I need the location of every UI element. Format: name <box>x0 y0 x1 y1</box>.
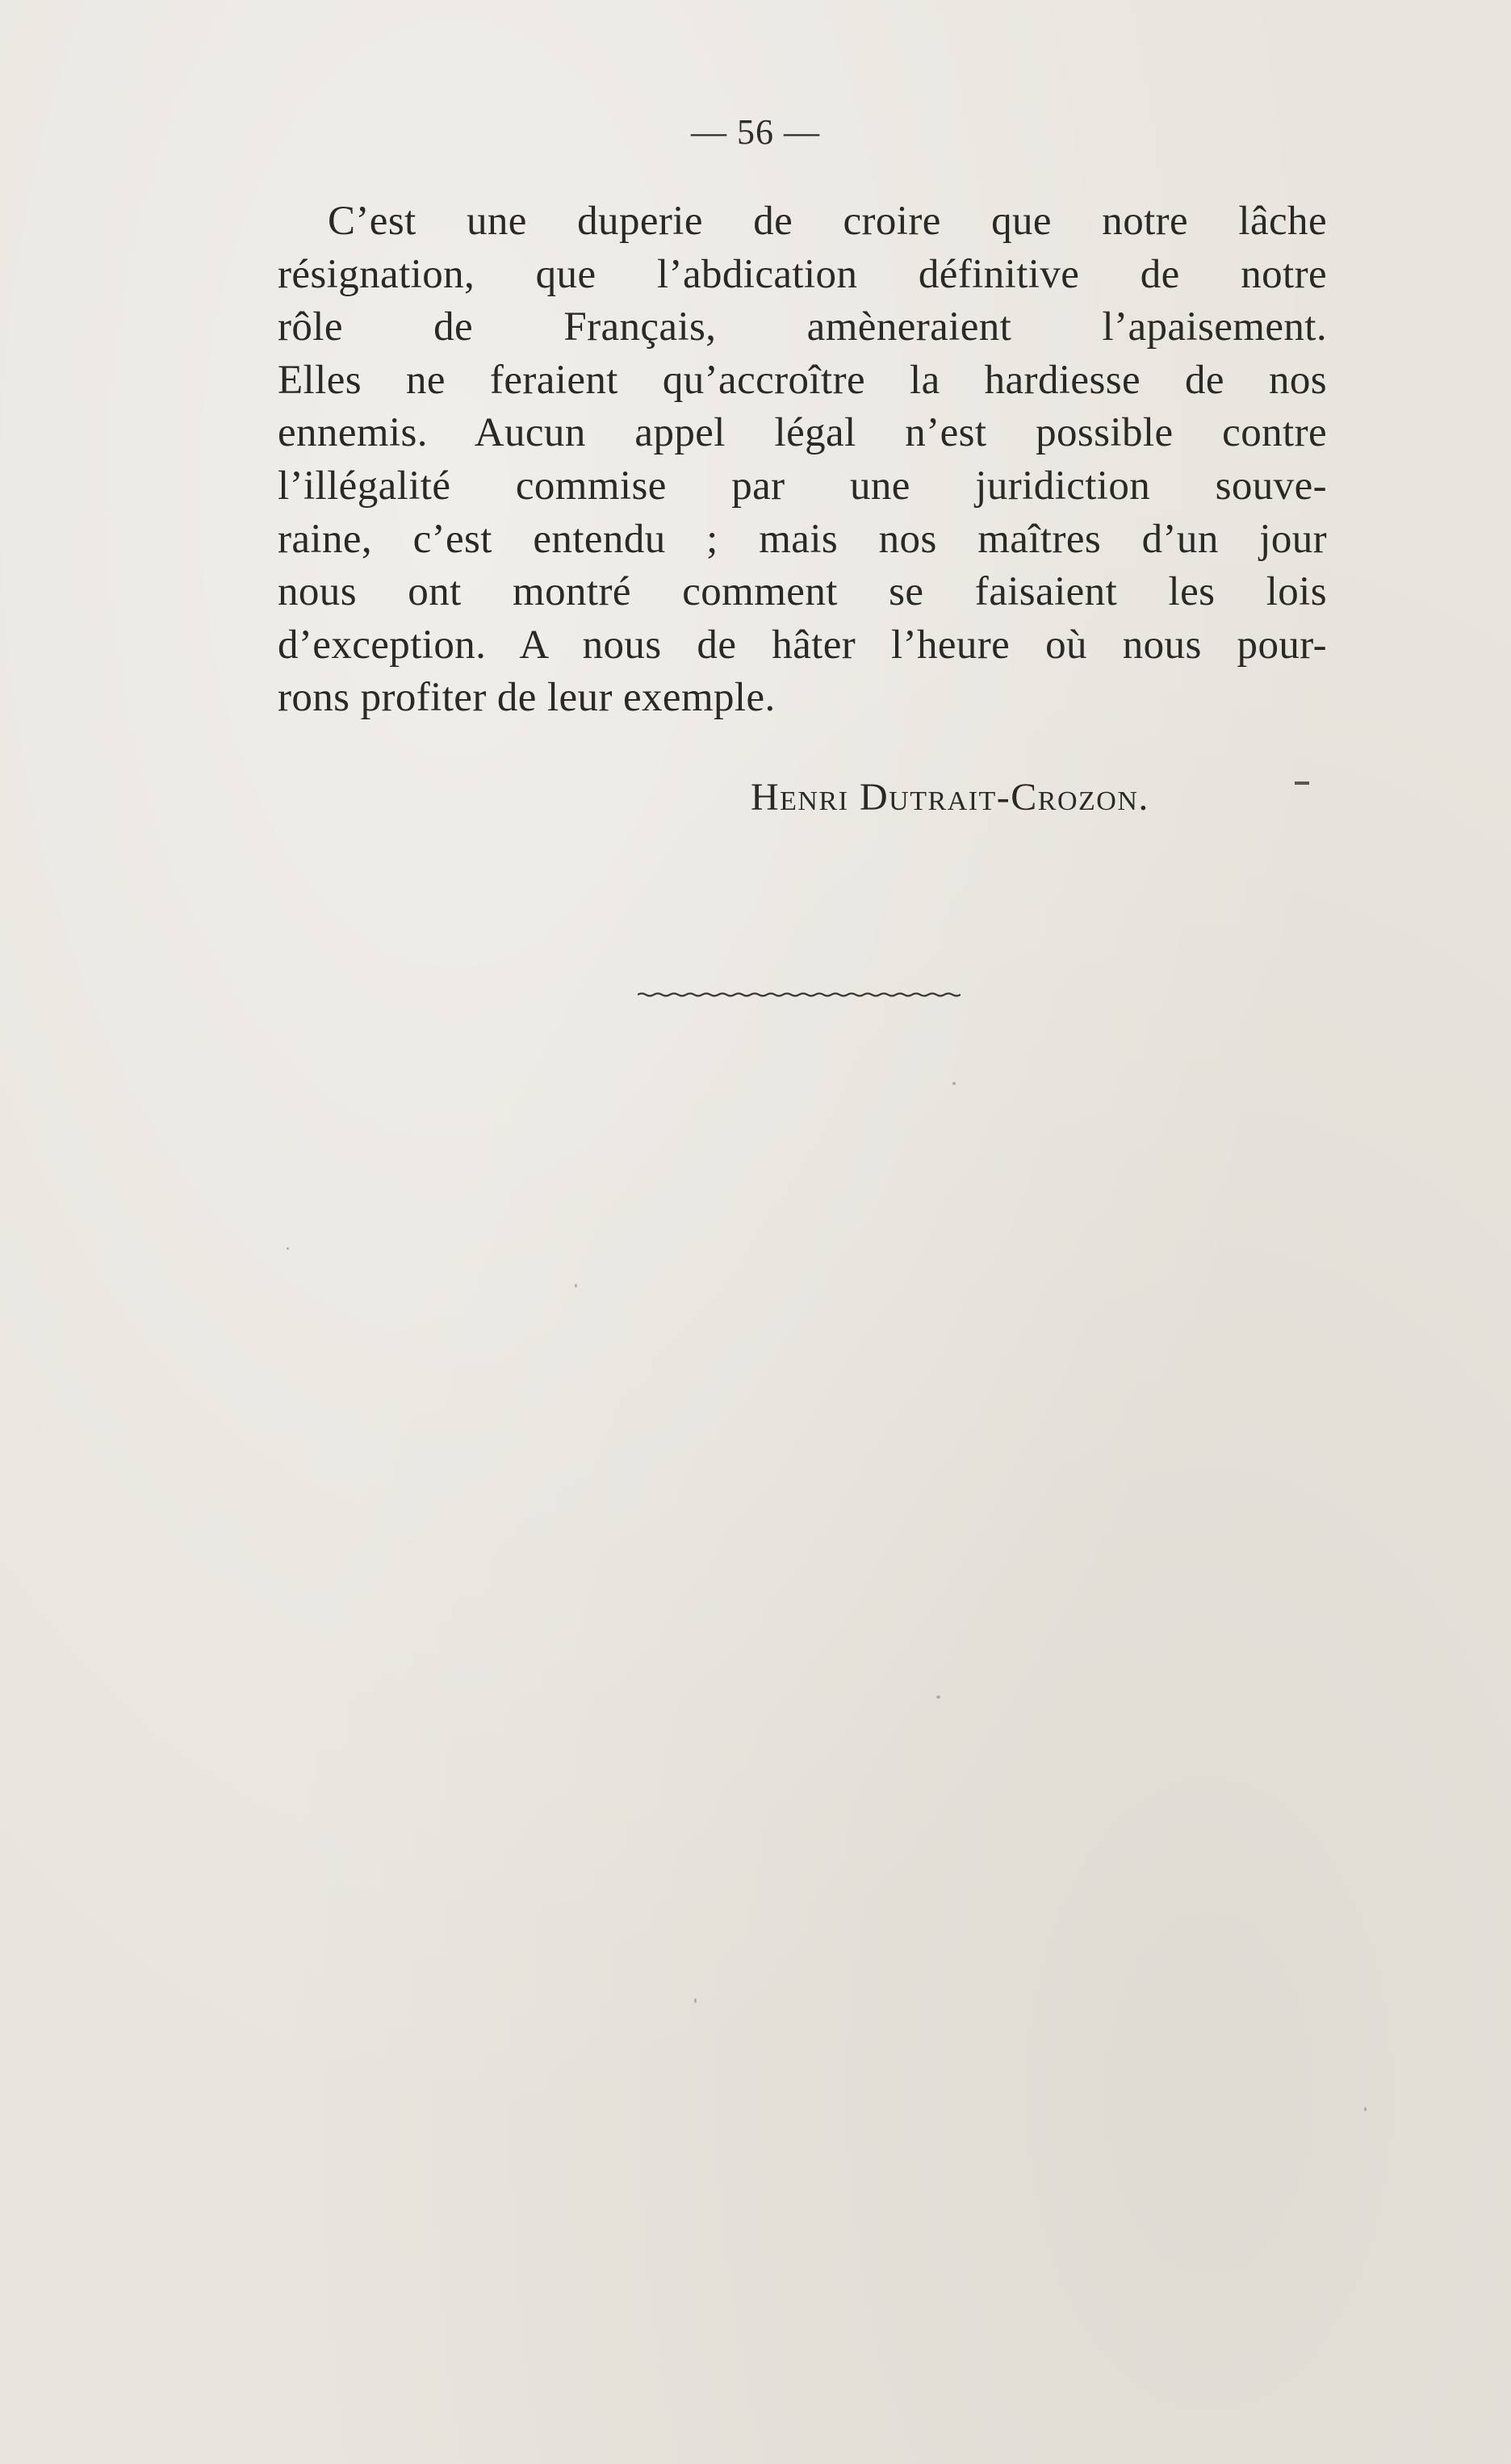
stray-mark <box>1295 782 1309 785</box>
paragraph-line: d’exception. A nous de hâter l’heure où nous pour- <box>278 622 1327 668</box>
paper-speck <box>575 1284 577 1288</box>
paragraph-line: rons profiter de leur exemple. <box>278 675 776 721</box>
paper-speck <box>952 1082 956 1085</box>
paragraph-line: rôle de Français, amèneraient l’apaisement. <box>278 304 1327 350</box>
paper-speck <box>936 1695 940 1699</box>
paragraph-line: C’est une duperie de croire que notre lâche <box>328 199 1327 244</box>
paragraph-line: l’illégalité commise par une juridiction souve- <box>278 463 1327 509</box>
paragraph-line: nous ont montré comment se faisaient les lois <box>278 569 1327 615</box>
paragraph <box>278 195 1327 725</box>
paragraph-line: raine, c’est entendu ; mais nos maîtres d’un jour <box>278 516 1327 562</box>
paper-speck <box>1364 2107 1367 2111</box>
page-number: — 56 — <box>691 112 820 152</box>
paragraph-line: résignation, que l’abdication définitive de notre <box>278 251 1327 297</box>
paragraph-line: Elles ne feraient qu’accroître la hardiesse de nos <box>278 357 1327 403</box>
decorative-wavy-rule <box>638 991 961 998</box>
paper-speck <box>694 1998 697 2003</box>
paragraph-line: ennemis. Aucun appel légal n’est possible contre <box>278 410 1327 456</box>
author-signature: Henri Dutrait-Crozon. <box>751 776 1149 819</box>
paper-speck <box>287 1247 289 1250</box>
